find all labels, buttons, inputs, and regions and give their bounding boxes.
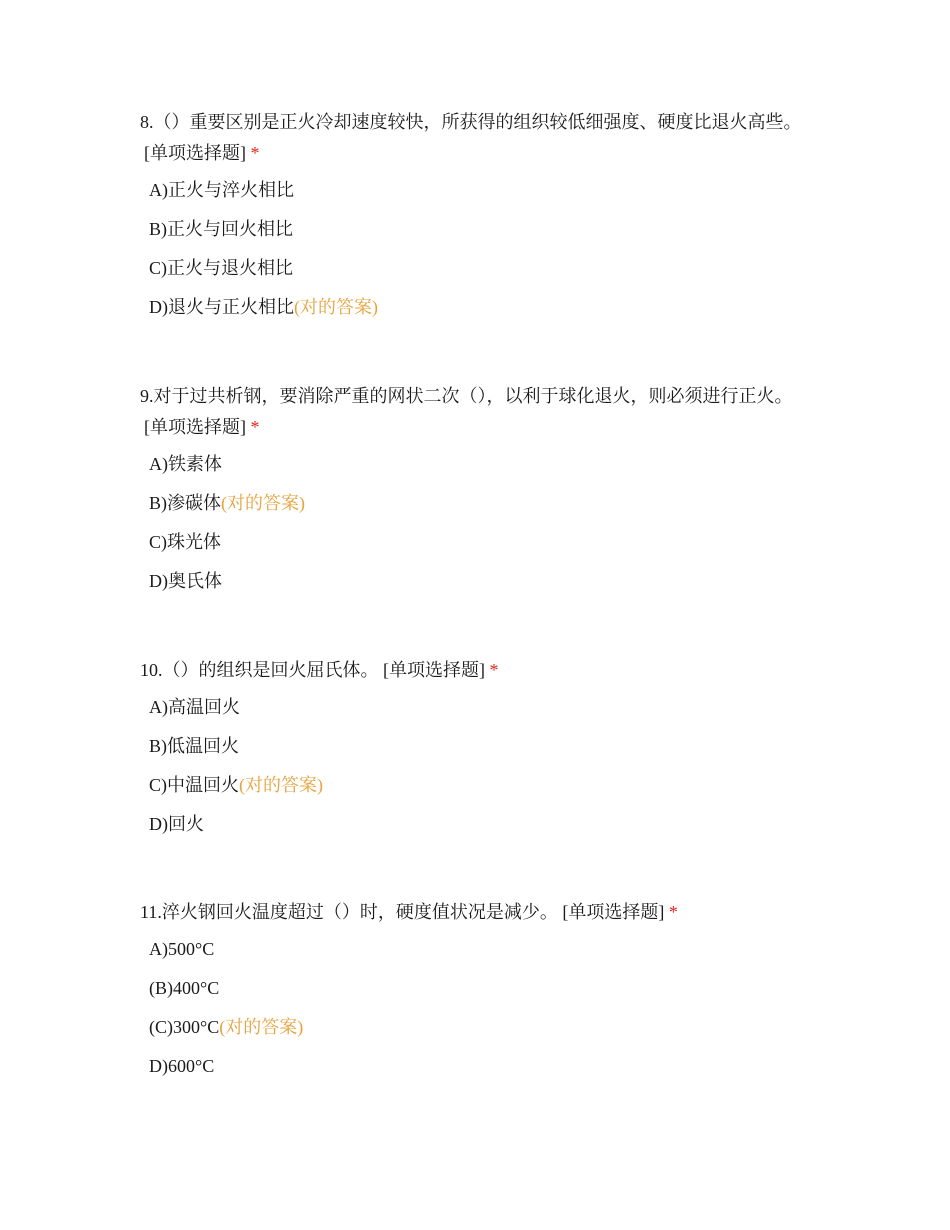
question-type-label: [单项选择题] (383, 660, 485, 680)
option-text: (B)400°C (149, 978, 220, 998)
question-9 (140, 381, 840, 608)
option-text: D)奥氏体 (149, 571, 222, 591)
option-text: D)600°C (149, 1056, 215, 1076)
question-8 (140, 107, 840, 334)
option-c (149, 1015, 840, 1039)
option-d (149, 812, 840, 836)
option-b (149, 976, 840, 1000)
question-text: 8.（）重要区别是正火冷却速度较快，所获得的组织较低细强度、硬度比退火高些。 (140, 112, 802, 132)
question-text: 9.对于过共析钢，要消除严重的网状二次（），以利于球化退火，则必须进行正火。 (140, 386, 793, 406)
option-a (149, 695, 840, 719)
required-mark: * (489, 660, 499, 680)
option-c (149, 256, 840, 280)
option-list (140, 695, 840, 836)
option-text: A)500°C (149, 939, 215, 959)
option-text: B)正火与回火相比 (149, 219, 293, 239)
option-list (140, 178, 840, 319)
option-text: C)中温回火 (149, 775, 239, 795)
correct-answer-tag: (对的答案) (219, 1017, 304, 1037)
option-text: D)回火 (149, 814, 204, 834)
question-stem (140, 897, 840, 928)
question-type-label: [单项选择题] (562, 902, 665, 922)
question-stem (140, 655, 840, 686)
option-b (149, 734, 840, 758)
required-mark: * (668, 902, 678, 922)
question-stem (140, 381, 840, 443)
option-c (149, 773, 840, 797)
option-a (149, 452, 840, 476)
required-mark: * (250, 143, 260, 163)
option-b (149, 217, 840, 241)
option-text: A)铁素体 (149, 454, 222, 474)
correct-answer-tag: (对的答案) (221, 493, 305, 513)
question-text: 10.（）的组织是回火屈氏体。 (140, 660, 379, 680)
option-text: C)正火与退火相比 (149, 258, 293, 278)
option-text: B)低温回火 (149, 736, 239, 756)
question-11 (140, 897, 840, 1093)
correct-answer-tag: (对的答案) (294, 297, 378, 317)
question-type-label: [单项选择题] (144, 417, 246, 437)
option-d (149, 295, 840, 319)
option-b (149, 491, 840, 515)
option-a (149, 178, 840, 202)
option-d (149, 569, 840, 593)
option-text: A)正火与淬火相比 (149, 180, 294, 200)
option-a (149, 937, 840, 961)
question-10 (140, 655, 840, 851)
question-text: 11.淬火钢回火温度超过（）时，硬度值状况是减少。 (140, 902, 558, 922)
option-d (149, 1054, 840, 1078)
question-type-label: [单项选择题] (144, 143, 246, 163)
option-list (140, 452, 840, 593)
option-text: A)高温回火 (149, 697, 240, 717)
option-text: (C)300°C (149, 1017, 220, 1037)
required-mark: * (250, 417, 260, 437)
option-list (140, 937, 840, 1078)
option-c (149, 530, 840, 554)
option-text: D)退火与正火相比 (149, 297, 294, 317)
correct-answer-tag: (对的答案) (239, 775, 323, 795)
option-text: B)渗碳体 (149, 493, 221, 513)
question-stem (140, 107, 840, 169)
option-text: C)珠光体 (149, 532, 221, 552)
